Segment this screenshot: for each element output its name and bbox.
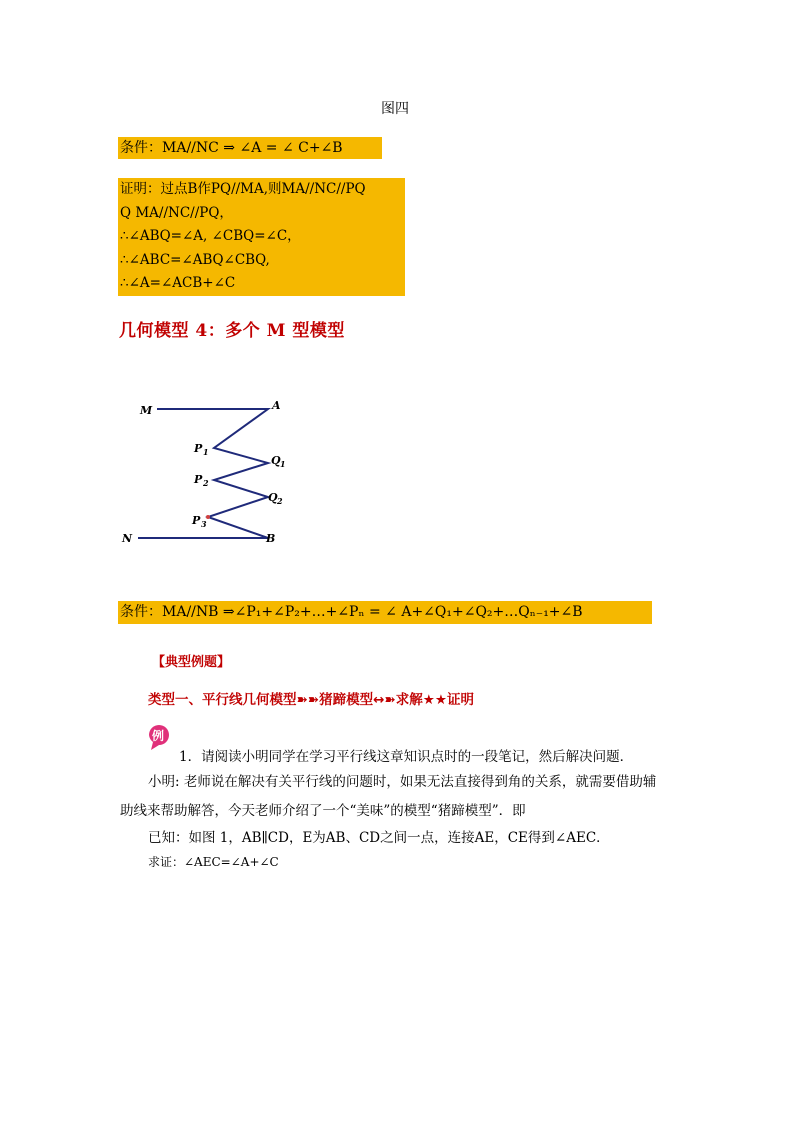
label-n: N (122, 532, 133, 545)
proof-line: ∴∠ABQ=∠A, ∠CBQ=∠C， (120, 228, 301, 244)
example-badge-icon (147, 723, 171, 751)
proof-line: Q MA//NC//PQ， (120, 204, 233, 221)
label-p1-sub: 1 (203, 447, 209, 457)
multi-m-diagram (110, 390, 310, 555)
type-part-2: 猪蹄模型 (319, 692, 374, 708)
proof-line: ∴∠ABC=∠ABQ∠CBQ, (120, 251, 270, 268)
label-q2-sub: 2 (277, 496, 283, 506)
condition-box-2: 条件：MA//NB ⇒∠P₁+∠P₂+…+∠Pₙ = ∠ A+∠Q₁+∠Q₂+…Qₙ₋₁+∠B (118, 601, 652, 624)
label-p1: P (194, 442, 203, 455)
label-q1: Q (271, 454, 281, 467)
paragraph-line: 求证：∠AEC=∠A+∠C (148, 855, 279, 869)
model-heading: 几何模型 4：多个 M 型模型 (119, 321, 345, 341)
point-p3-marker (206, 515, 210, 519)
paragraph-line: 小明: 老师说在解决有关平行线的问题时，如果无法直接得到角的关系，就需要借助辅 (148, 774, 657, 790)
arrow-icon: ➽➽ (296, 692, 320, 708)
label-a: A (272, 399, 281, 412)
label-p3: P (192, 514, 201, 527)
label-b: B (266, 532, 276, 545)
paragraph-line: 已知：如图 1，AB∥CD，E为AB、CD之间一点，连接AE，CE得到∠AEC． (148, 830, 610, 846)
paragraph-line: 助线来帮助解答，今天老师介绍了一个“美味”的模型“猪蹄模型”．即 (120, 803, 526, 819)
star-icon: ★★ (422, 692, 447, 708)
proof-line: 证明：过点B作PQ//MA,则MA//NC//PQ (120, 181, 366, 197)
label-m: M (140, 404, 153, 417)
type-part-3: 求解 (395, 692, 423, 708)
type-part-4: 证明 (446, 692, 474, 708)
label-q1-sub: 1 (280, 459, 286, 469)
condition-box-1: 条件：MA//NC ⇒ ∠A = ∠ C+∠B (118, 137, 382, 159)
figure-caption: 图四 (381, 101, 409, 117)
proof-box (118, 178, 405, 296)
label-p3-sub: 3 (201, 519, 207, 529)
label-p2: P (194, 473, 203, 486)
label-p2-sub: 2 (203, 478, 209, 488)
badge-char: 例 (152, 729, 165, 743)
arrow-icon: ↔➽ (373, 692, 396, 708)
example-label: 【典型例题】 (152, 655, 231, 670)
type-heading (148, 688, 474, 708)
proof-line: ∴∠A=∠ACB+∠C (120, 275, 236, 291)
label-q2: Q (268, 491, 278, 504)
type-part-1: 类型一、平行线几何模型 (148, 692, 297, 708)
question-1: 1．请阅读小明同学在学习平行线这章知识点时的一段笔记，然后解决问题． (179, 749, 634, 765)
